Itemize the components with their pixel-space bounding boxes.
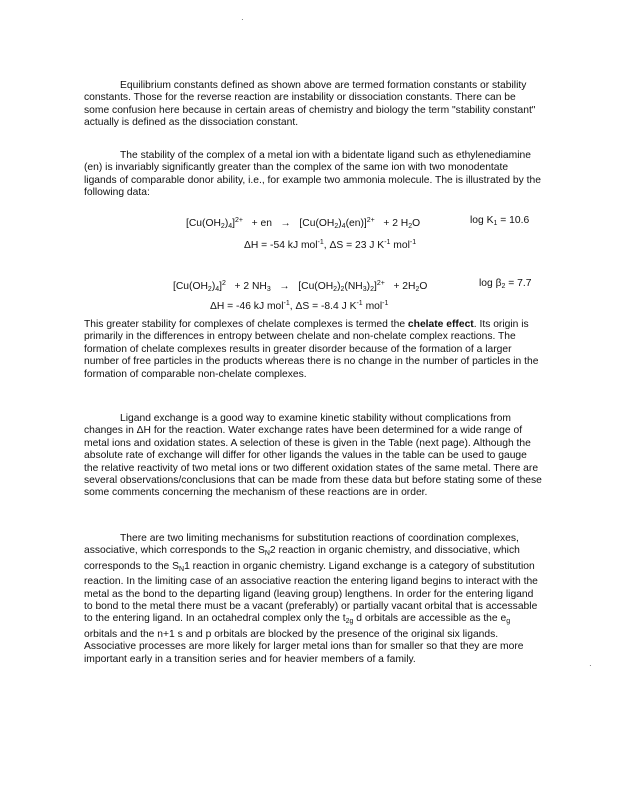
- subscript: 4: [215, 286, 220, 293]
- text-run: orbitals and the n+1 s and p orbitals are blocked by the presence of the original six ligands. Associative processes are more likely for larger metal ions than for smaller so that they are more important early in a transition series and for heavier members of a family.: [84, 628, 524, 665]
- subscript: 2g: [345, 618, 354, 626]
- equation-2-constant: [479, 278, 532, 293]
- entropy-text: , ΔS = 23 J K: [323, 240, 385, 251]
- subscript: N: [264, 550, 270, 558]
- subscript: 2: [207, 286, 212, 293]
- subscript: 4: [228, 223, 233, 230]
- eq2-ligand: + 2 NH: [234, 281, 267, 292]
- text-run: d orbitals are accessible as the e: [353, 613, 507, 625]
- text-run: 2 reaction in organic chemistry, and dissociative, which corresponds to the S: [84, 545, 520, 572]
- equation-1-constant: [470, 215, 529, 230]
- subscript: 2: [220, 223, 225, 230]
- unit-text: mol: [362, 301, 383, 312]
- logbeta-value: = 7.7: [505, 278, 532, 289]
- eq1-text: ): [338, 218, 342, 229]
- eq2-reactant: [Cu(OH: [173, 281, 208, 292]
- superscript: -1: [384, 239, 391, 246]
- superscript: -1: [317, 239, 324, 246]
- eq2-text: ): [211, 281, 216, 292]
- subscript: 2: [334, 223, 339, 230]
- unit-text: mol: [390, 240, 410, 251]
- speck-mark: ·: [589, 661, 592, 670]
- superscript: -1: [283, 300, 290, 307]
- paragraph-mechanisms: [84, 533, 542, 666]
- term-chelate-effect: chelate effect: [407, 319, 474, 330]
- subscript: 2: [408, 223, 413, 230]
- eq1-text: ]: [232, 218, 236, 229]
- eq1-ligand: + en: [251, 218, 272, 229]
- eq1-text: ): [224, 218, 229, 229]
- eq2-text: ]: [219, 281, 223, 292]
- charge-superscript: 2+: [235, 217, 244, 224]
- subscript: 2: [340, 286, 345, 293]
- paragraph-chelate-effect: [84, 319, 542, 381]
- charge-superscript: 2+: [376, 280, 385, 287]
- subscript: g: [506, 618, 511, 626]
- subscript: 4: [341, 223, 346, 230]
- eq2-text: O: [419, 281, 428, 292]
- eq2-text: ]: [373, 281, 377, 292]
- subscript: 1: [493, 220, 498, 227]
- paragraph-ligand-exchange: Ligand exchange is a good way to examine kinetic stability without complications from changes in ΔH for the reaction. Water exchange rates have been determined for a wide range of metal ions and oxidation states. A selection of these is given in the Table (next page). Although the absolute rate of exchange will differ for other ligands the values in the table can be used to gauge the relative reactivity of two metal ions or two different oxidation states of the same metal. There are several observations/conclusions that can be made from these data but before stating some of these some comments concerning the mechanism of these reactions are in order.: [84, 413, 542, 499]
- equation-2-thermo: [210, 298, 388, 313]
- charge-superscript: 2+: [366, 217, 375, 224]
- subscript: 2: [370, 286, 374, 293]
- logk-label: log K: [470, 215, 494, 226]
- eq1-water: + 2 H: [383, 218, 409, 229]
- subscript: 2: [333, 286, 338, 293]
- text-run: This greater stability for complexes of chelate complexes is termed the: [84, 319, 408, 330]
- superscript: -1: [382, 300, 389, 307]
- eq1-text: O: [412, 218, 421, 229]
- subscript: 2: [501, 283, 506, 290]
- text-run: There are two limiting mechanisms for substitution reactions of coordination complexes, associative, which corresponds to the S: [84, 533, 519, 557]
- eq2-text: ): [337, 281, 341, 292]
- subscript: 3: [266, 286, 271, 293]
- eq2-text: ): [366, 281, 371, 292]
- eq2-text: (NH: [344, 281, 363, 292]
- subscript: 3: [362, 286, 367, 293]
- text-run: 1 reaction in organic chemistry. Ligand exchange is a category of substitution reaction. In the limiting case of an associative reaction the entering ligand begins to interact with the metal as the bond to the departing ligand (leaving group) lengthens. In order for the entering ligand to bond to the metal there must be a vacant (preferably) or partially vacant orbital that is accessable to the entering ligand. In an octahedral complex only the t: [84, 560, 538, 625]
- text-run: . Its origin is primarily in the differences in entropy between chelate and non-chelate complex reactions. The formation of chelate complexes results in greater disorder because of the formation of a larger number of free particles in the products whereas there is no change in the number of particles in the formation of comparable non-chelate complexes.: [84, 319, 539, 380]
- superscript: -1: [356, 300, 363, 307]
- entropy-text: , ΔS = -8.4 J K: [289, 301, 357, 312]
- equation-2: [173, 278, 427, 296]
- paragraph-formation-constants: Equilibrium constants defined as shown above are termed formation constants or stability constants. Those for the reverse reaction are instability or dissociation constants. There can be some confusion here because in certain areas of chemistry and biology the term "stability constant" actually is defined as the dissociation constant.: [84, 80, 536, 129]
- eq2-product: [Cu(OH: [298, 281, 334, 292]
- eq1-product: [Cu(OH: [299, 218, 335, 229]
- subscript: N: [179, 565, 185, 573]
- enthalpy-text: ΔH = -54 kJ mol: [244, 240, 318, 251]
- equation-1-thermo: [244, 237, 416, 252]
- logk-value: = 10.6: [497, 215, 530, 226]
- speck-mark: ·: [241, 15, 244, 24]
- logbeta-label: log β: [479, 278, 502, 289]
- reaction-arrow: →: [279, 281, 290, 292]
- equation-1: [186, 215, 420, 233]
- eq2-water: + 2H: [393, 281, 416, 292]
- enthalpy-text: ΔH = -46 kJ mol: [210, 301, 284, 312]
- eq1-reactant: [Cu(OH: [186, 218, 221, 229]
- subscript: 2: [415, 286, 420, 293]
- eq1-text: (en)]: [345, 218, 367, 229]
- charge-superscript: 2: [222, 280, 226, 287]
- reaction-arrow: →: [280, 218, 291, 229]
- paragraph-chelate-stability: The stability of the complex of a metal ion with a bidentate ligand such as ethylenediamine (en) is invariably significantly greater than the complex of the same ion with two monodentate ligands of comparable donor ability, i.e., for example two ammonia molecule. The is illustrated by the following data:: [84, 150, 541, 199]
- superscript: -1: [409, 239, 417, 246]
